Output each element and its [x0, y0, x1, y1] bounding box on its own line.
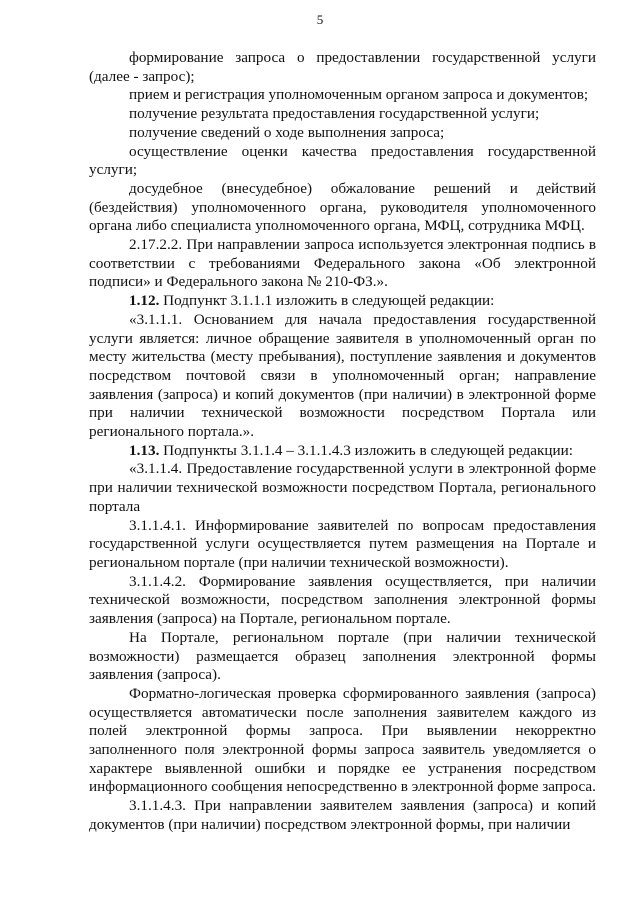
paragraph: 2.17.2.2. При направлении запроса используется электронная подпись в соответствии с требованиями Федерального закона «Об электронной подписи» и Федерального закона № 210-ФЗ.». — [89, 236, 596, 291]
document-body — [89, 49, 596, 835]
paragraph: 3.1.1.4.3. При направлении заявителем заявления (запроса) и копий документов (при наличии) посредством электронной формы, при наличии — [89, 797, 596, 833]
paragraph: осуществление оценки качества предоставления государственной услуги; — [89, 142, 596, 179]
section-heading — [89, 292, 596, 311]
section-number: 1.13. — [129, 441, 160, 459]
paragraph: формирование запроса о предоставлении государственной услуги (далее - запрос); — [89, 49, 596, 85]
paragraph: получение результата предоставления государственной услуги; — [129, 105, 540, 123]
paragraph: 3.1.1.4.1. Информирование заявителей по вопросам предоставления государственной услуги осуществляется путем размещения на Портале и региональном портале (при наличии технической возможности). — [89, 516, 596, 571]
section-heading-text: Подпункт 3.1.1.1 изложить в следующей редакции: — [159, 292, 495, 310]
paragraph: прием и регистрация уполномоченным органом запроса и документов; — [129, 86, 589, 104]
paragraph: «3.1.1.1. Основанием для начала предоставления государственной услуги является: личное обращение заявителя в уполномоченный орган по месту жительства (месту пребывания), поступление заявления и документов посредством почтовой связи в уполномоченный орган; направление заявления (запроса) и копий документов (при наличии) в электронной форме при наличии технической возможности посредством Портала или регионального портала.». — [89, 310, 596, 441]
paragraph: «3.1.1.4. Предоставление государственной услуги в электронной форме при наличии технической возможности посредством Портала, регионального портала — [89, 460, 596, 515]
page-number: 5 — [316, 12, 324, 27]
paragraph: На Портале, региональном портале (при наличии технической возможности) размещается образец заполнения электронной формы заявления (запроса). — [89, 628, 596, 684]
section-heading — [89, 442, 596, 461]
paragraph: 3.1.1.4.2. Формирование заявления осуществляется, при наличии технической возможности, посредством заполнения электронной формы заявления (запроса) на Портале, региональном портале. — [89, 572, 596, 628]
paragraph: получение сведений о ходе выполнения запроса; — [129, 123, 445, 141]
paragraph: досудебное (внесудебное) обжалование решений и действий (бездействия) уполномоченного органа, руководителя уполномоченного органа либо специалиста уполномоченного органа, МФЦ, сотрудника МФЦ. — [89, 179, 596, 235]
section-number: 1.12. — [129, 292, 160, 310]
section-heading-text: Подпункты 3.1.1.4 – 3.1.1.4.3 изложить в следующей редакции: — [159, 441, 573, 459]
paragraph: Форматно-логическая проверка сформированного заявления (запроса) осуществляется автоматически после заполнения заявителем каждого из полей электронной формы запроса. При выявлении некорректно заполненного поля электронной формы запроса заявитель уведомляется о характере выявленной ошибки и порядке ее устранения посредством информационного сообщения непосредственно в электронной форме запроса. — [89, 684, 596, 796]
